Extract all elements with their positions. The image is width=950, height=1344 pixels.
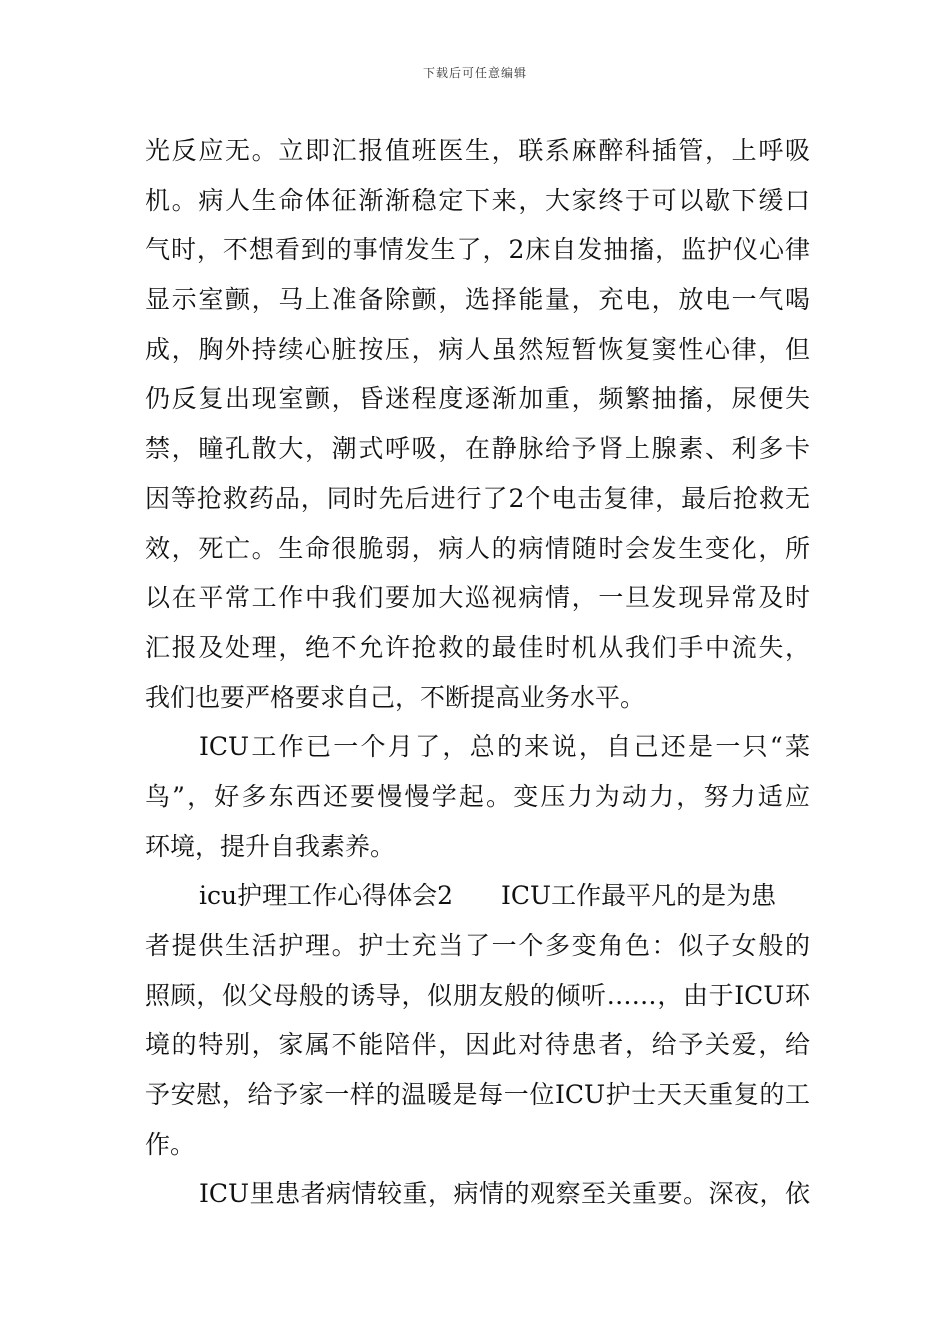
text-line: 因等抢救药品，同时先后进行了2个电击复律，最后抢救无 bbox=[145, 483, 810, 513]
paragraph-4 bbox=[145, 1169, 810, 1219]
text-line: 以在平常工作中我们要加大巡视病情，一旦发现异常及时 bbox=[145, 583, 810, 613]
text-line: 汇报及处理，绝不允许抢救的最佳时机从我们手中流失， bbox=[145, 632, 810, 662]
document-body bbox=[145, 126, 810, 1219]
text-line: ICU工作已一个月了，总的来说，自己还是一只“菜 bbox=[199, 732, 810, 762]
text-line bbox=[145, 871, 810, 921]
text-line: 予安慰，给予家一样的温暖是每一位ICU护士天天重复的工 bbox=[145, 1080, 810, 1110]
text-line: 光反应无。立即汇报值班医生，联系麻醉科插管，上呼吸 bbox=[145, 136, 810, 165]
text-line: 机。病人生命体征渐渐稳定下来，大家终于可以歇下缓口 bbox=[145, 185, 810, 215]
text-line: 我们也要严格要求自己，不断提高业务水平。 bbox=[145, 682, 646, 712]
text-line: 显示室颤，马上准备除颤，选择能量，充电，放电一气喝 bbox=[145, 285, 810, 315]
text-line: ICU里患者病情较重，病情的观察至关重要。深夜，依 bbox=[199, 1179, 810, 1209]
page-header: 下载后可任意编辑 bbox=[422, 66, 527, 80]
text-line: 照顾，似父母般的诱导，似朋友般的倾听……，由于ICU环 bbox=[145, 980, 810, 1010]
text-line: 禁，瞳孔散大，潮式呼吸，在静脉给予肾上腺素、利多卡 bbox=[145, 434, 810, 464]
text-line: 作。 bbox=[145, 1129, 196, 1159]
text-line: 环境，提升自我素养。 bbox=[145, 831, 396, 861]
text-line: 成，胸外持续心脏按压，病人虽然短暂恢复窦性心律，但 bbox=[145, 334, 810, 364]
paragraph-1 bbox=[145, 126, 810, 722]
section-first-line-text: ICU工作最平凡的是为患 bbox=[501, 881, 777, 911]
text-line: 气时，不想看到的事情发生了，2床自发抽搐，监护仪心律 bbox=[145, 235, 810, 265]
text-line: 境的特别，家属不能陪伴，因此对待患者，给予关爱，给 bbox=[145, 1030, 810, 1060]
text-line: 效，死亡。生命很脆弱，病人的病情随时会发生变化，所 bbox=[145, 533, 810, 563]
paragraph-2 bbox=[145, 722, 810, 871]
paragraph-3 bbox=[145, 871, 810, 1169]
text-line: 鸟”，好多东西还要慢慢学起。变压力为动力，努力适应 bbox=[145, 781, 810, 811]
text-line: 者提供生活护理。护士充当了一个多变角色：似子女般的 bbox=[145, 931, 810, 960]
section-title: icu护理工作心得体会2 bbox=[199, 881, 454, 911]
text-line: 仍反复出现室颤，昏迷程度逐渐加重，频繁抽搐，尿便失 bbox=[145, 384, 810, 414]
